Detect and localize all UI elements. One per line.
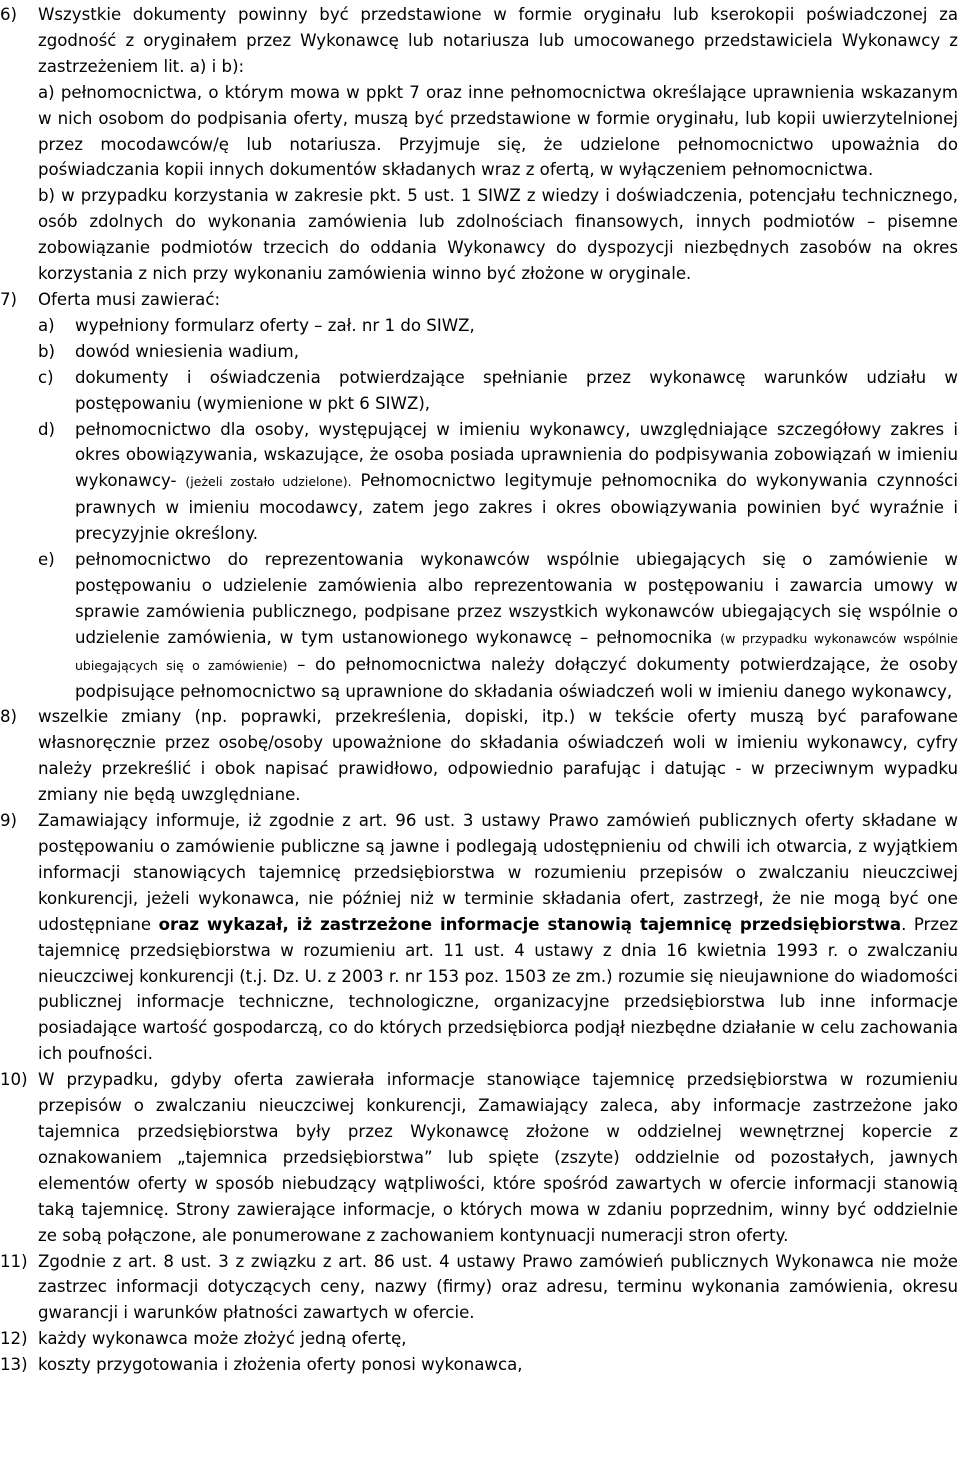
small-note: (jeżeli zostało udzielone). [185, 474, 352, 490]
item-number: 13) [0, 1355, 28, 1375]
item-text: Oferta musi zawierać: [38, 289, 221, 309]
sub-item-text: pełnomocnictwo dla osoby, występującej w imieniu wykonawcy, uwzględniające szczegółowy zakres i okres obowiązywania, wskazujące, że osoba posiada uprawnienia do podpisywania zobowiązań w imieniu wykonawcy- [75, 419, 958, 491]
item-number: 10) [0, 1070, 28, 1090]
sub-item-b [38, 339, 958, 365]
sub-item-text: dowód wniesienia wadium, [75, 341, 299, 361]
list-item-11 [0, 1249, 958, 1327]
item-text: wszelkie zmiany (np. poprawki, przekreślenia, dopiski, itp.) w tekście oferty muszą być parafowane własnoręcznie przez osobę/osoby upoważnione do składania oświadczeń woli w imieniu wykonawcy, cyfry należy przekreślić i obok napisać prawidłowo, odpowiednio parafując i datując - w przeciwnym wypadku zmiany nie będą uwzględniane. [38, 707, 958, 805]
sub-item-rest: – do pełnomocnictwa należy dołączyć dokumenty potwierdzające, że osoby podpisujące pełnomocnictwo są uprawnione do składania oświadczeń woli w imieniu danego wykonawcy, [75, 654, 958, 701]
item-number: 7) [0, 289, 18, 309]
item-content [38, 808, 958, 1067]
item-number: 8) [0, 707, 18, 727]
item-number: 12) [0, 1329, 28, 1349]
bold-emphasis: oraz wykazał, iż zastrzeżone informacje stanowią tajemnicę przedsiębiorstwa [158, 914, 902, 934]
item-text: W przypadku, gdyby oferta zawierała informacje stanowiące tajemnicę przedsiębiorstwa w rozumieniu przepisów o zwalczaniu nieuczciwej konkurencji, Zamawiający zaleca, aby informacje zastrzeżone jako tajemnica przedsiębiorstwa były przez Wykonawcę złożone w oddzielnej wewnętrznej kopercie z oznakowaniem „tajemnica przedsiębiorstwa” lub spięte (zszyte) oddzielnie od pozostałych, jawnych elementów oferty w sposób niebudzący wątpliwości, które spośród zawartych w ofercie informacji stanowią taką tajemnicę. Strony zawierające informacje, o których mowa w zdaniu poprzednim, winny być oddzielnie ze sobą połączone, ale ponumerowane z zachowaniem kontynuacji numeracji stron oferty. [38, 1070, 958, 1245]
item-number: 11) [0, 1251, 28, 1271]
item-text: Wszystkie dokumenty powinny być przedstawione w formie oryginału lub kserokopii poświadczonej za zgodność z oryginałem przez Wykonawcę lub notariusza lub umocowanego przedstawiciela Wykonawcy z zastrzeżeniem lit. a) i b): [38, 5, 958, 76]
sub-item-number: d) [38, 419, 56, 439]
item-body [38, 2, 958, 287]
sub-item-a [38, 313, 958, 339]
list-item-6 [0, 2, 958, 287]
sub-item-number: a) [38, 315, 55, 335]
sub-item-text: wypełniony formularz oferty – zał. nr 1 do SIWZ, [75, 315, 475, 335]
sub-item-content [75, 547, 958, 704]
item-text: każdy wykonawca może złożyć jedną ofertę, [38, 1329, 407, 1349]
sub-paragraph-a: a) pełnomocnictwa, o którym mowa w ppkt 7 oraz inne pełnomocnictwa określające uprawnienia wskazanym w nich osobom do podpisania oferty, muszą być przedstawione w formie oryginału, lub kopii uwierzytelnionej przez mocodawców/ę lub notariusza. Przyjmuje się, że udzielone pełnomocnictwo upoważnia do poświadczania kopii innych dokumentów składanych wraz z ofertą, w wyłączeniem pełnomocnictwa. [38, 82, 958, 180]
sub-item-text: pełnomocnictwo do reprezentowania wykonawców wspólnie ubiegających się o zamówienie w postępowaniu o udzielenie zamówienia albo reprezentowania w postępowaniu i zawarcia umowy w sprawie zamówienia publicznego, podpisane przez wszystkich wykonawców ubiegających się wspólnie o udzielenie zamówienia, w tym ustanowionego wykonawcę – pełnomocnika [75, 550, 958, 647]
sub-item-rest: Pełnomocnictwo legitymuje pełnomocnika do wykonywania czynności prawnych w imieniu mocodawcy, zatem jego zakres i okres obowiązywania powinien być wyraźnie i precyzyjnie określony. [75, 471, 958, 544]
sub-item-text: dokumenty i oświadczenia potwierdzające spełnianie przez wykonawcę warunków udziału w postępowaniu (wymienione w pkt 6 SIWZ), [75, 367, 958, 413]
item-text: Zamawiający informuje, iż zgodnie z art. 96 ust. 3 ustawy Prawo zamówień publicznych oferty składane w postępowaniu o zamówienie publiczne są jawne i podlegają udostępnieniu od chwili ich otwarcia, z wyjątkiem informacji stanowiących tajemnicę przedsiębiorstwa w rozumieniu przepisów o zwalczaniu nieuczciwej konkurencji, jeżeli wykonawca, nie później niż w terminie składania ofert, zastrzegł, że nie mogą być one udostępniane [38, 811, 958, 934]
list-item-9 [0, 808, 958, 1067]
item-text: Zgodnie z art. 8 ust. 3 z związku z art. 86 ust. 4 ustawy Prawo zamówień publicznych Wykonawca nie może zastrzec informacji dotyczących ceny, nazwy (firmy) oraz adresu, terminu wykonania zamówienia, okresu gwarancji i warunków płatności zawartych w ofercie. [38, 1251, 958, 1323]
sub-item-content [75, 417, 958, 548]
sub-item-number: e) [38, 550, 55, 570]
small-note: (w przypadku wykonawców wspólnie ubiegających się o zamówienie) [75, 630, 958, 673]
item-rest: . Przez tajemnicę przedsiębiorstwa w rozumieniu art. 11 ust. 4 ustawy z dnia 16 kwietnia 1993 r. o zwalczaniu nieuczciwej konkurencji (t.j. Dz. U. z 2003 r. nr 153 poz. 1503 ze zm.) rozumie się nieujawnione do wiadomości publicznej informacje techniczne, technologiczne, organizacyjne przedsiębiorstwa lub inne informacje posiadające wartość gospodarczą, co do których przedsiębiorca podjął niezbędne działanie w celu zachowania ich poufności. [38, 914, 958, 1064]
item-number: 9) [0, 811, 18, 831]
sub-item-e [38, 547, 958, 704]
list-item-13 [0, 1352, 958, 1378]
sub-item-c [38, 365, 958, 417]
item-body [38, 287, 958, 705]
list-item-12 [0, 1326, 958, 1352]
item-number: 6) [0, 5, 18, 24]
sub-item-d [38, 417, 958, 548]
list-item-10 [0, 1067, 958, 1248]
sub-paragraph-b: b) w przypadku korzystania w zakresie pkt. 5 ust. 1 SIWZ z wiedzy i doświadczenia, potencjału technicznego, osób zdolnych do wykonania zamówienia lub zdolnościach finansowych, innych podmiotów – pisemne zobowiązanie podmiotów trzecich do oddania Wykonawcy do dyspozycji niezbędnych zasobów na okres korzystania z nich przy wykonaniu zamówienia winno być złożone w oryginale. [38, 186, 958, 284]
list-item-8 [0, 704, 958, 808]
sub-item-number: c) [38, 367, 54, 387]
sub-item-number: b) [38, 341, 56, 361]
item-text: koszty przygotowania i złożenia oferty ponosi wykonawca, [38, 1355, 523, 1375]
list-item-7 [0, 287, 958, 705]
